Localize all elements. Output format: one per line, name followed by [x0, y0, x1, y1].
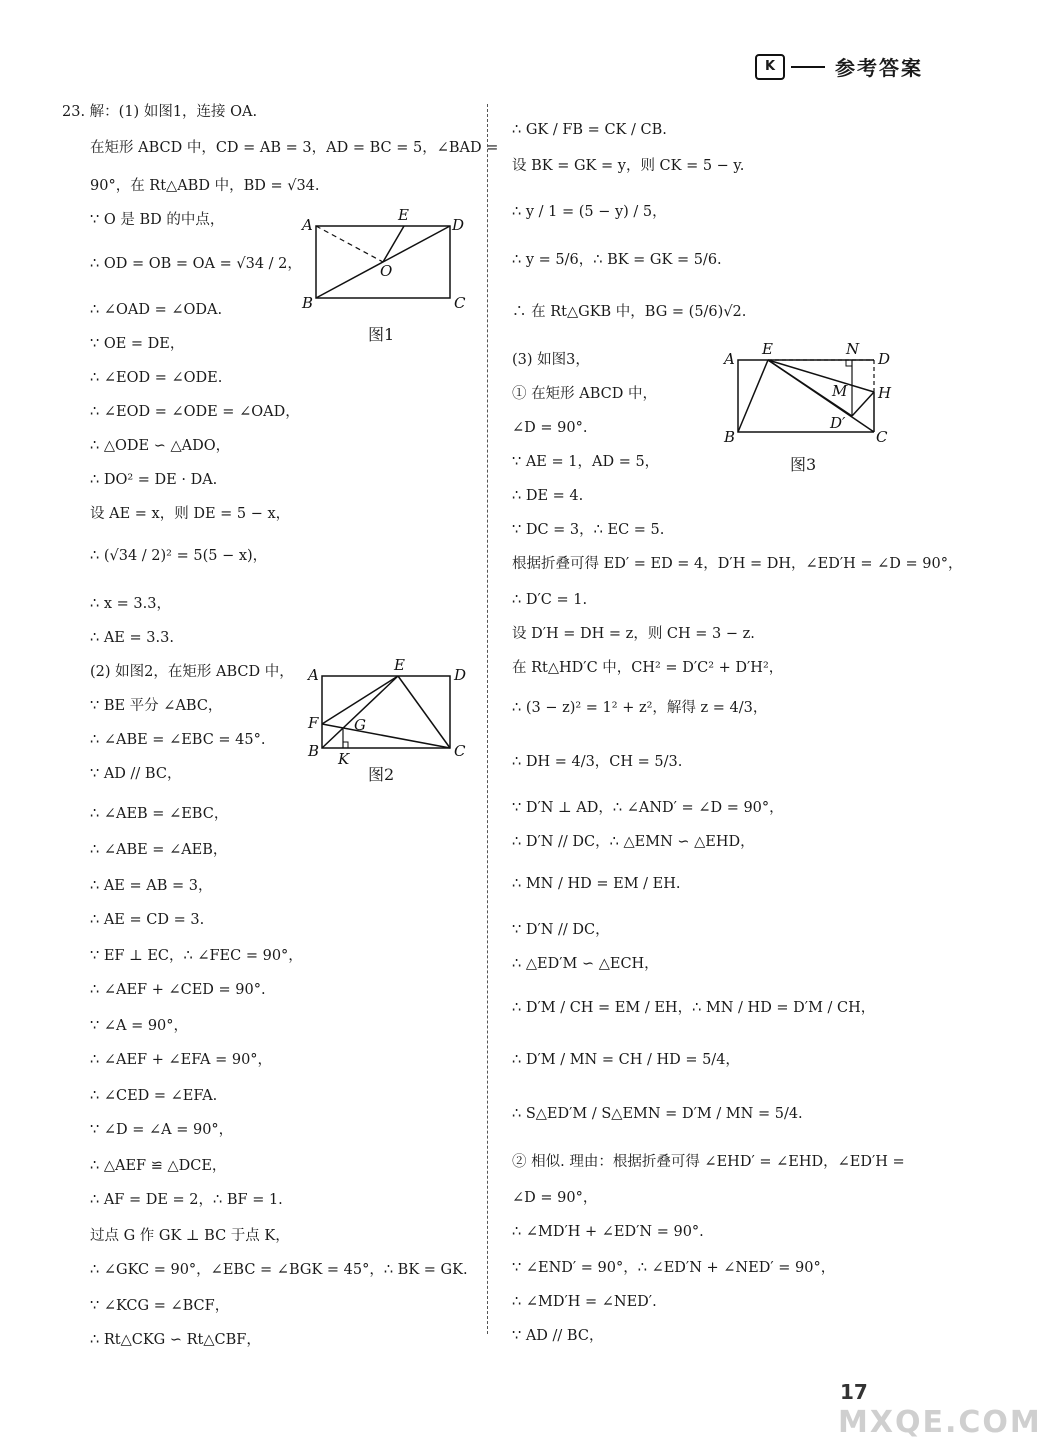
solution-line: ∵ AE = 1，AD = 5，	[512, 454, 660, 470]
fig3-label-e: E	[762, 340, 773, 358]
fig1-label-a: A	[302, 216, 313, 234]
fig3-label-c: C	[876, 428, 888, 446]
solution-line: ∴ ∠ABE = ∠EBC = 45°.	[90, 732, 266, 748]
solution-line: ∴ D′C = 1.	[512, 592, 588, 608]
fig2-label-f: F	[308, 714, 319, 732]
solution-line: ∴ AF = DE = 2，∴ BF = 1.	[90, 1192, 283, 1208]
fig2-label-c: C	[454, 742, 466, 760]
solution-line: ∴ ∠AEB = ∠EBC，	[90, 806, 229, 822]
solution-line: ∵ DC = 3，∴ EC = 5.	[512, 522, 665, 538]
solution-line: ∵ EF ⊥ EC，∴ ∠FEC = 90°，	[90, 948, 303, 964]
fig3-label-n: N	[846, 340, 860, 358]
figure-1	[300, 206, 470, 344]
solution-line: ① 在矩形 ABCD 中，	[512, 386, 657, 402]
solution-line: ∴ (√34 / 2)² = 5(5 − x)，	[90, 548, 268, 564]
solution-line: ∵ OE = DE，	[90, 336, 185, 352]
fig2-label-k: K	[338, 750, 350, 768]
solution-line: ∴ MN / HD = EM / EH.	[512, 876, 681, 892]
solution-line: ∴ ∠ABE = ∠AEB，	[90, 842, 228, 858]
solution-line: ∴ OD = OB = OA = √34 / 2，	[90, 256, 302, 272]
fig3-label-d: D	[878, 350, 891, 368]
fig1-label-d: D	[452, 216, 465, 234]
solution-line: ∵ ∠A = 90°，	[90, 1018, 189, 1034]
solution-line: ∴ ∠GKC = 90°，∠EBC = ∠BGK = 45°，∴ BK = GK.	[90, 1262, 468, 1278]
solution-line: ∴ ∠MD′H + ∠ED′N = 90°.	[512, 1224, 704, 1240]
solution-line: ∴ DO² = DE · DA.	[90, 472, 218, 488]
fig1-label-e: E	[398, 206, 409, 224]
solution-line: ∴ (3 − z)² = 1² + z²，解得 z = 4/3，	[512, 700, 768, 716]
fig2-label-g: G	[354, 716, 366, 734]
solution-line: ∴ S△ED′M / S△EMN = D′M / MN = 5/4.	[512, 1106, 803, 1122]
fig2-label-a: A	[308, 666, 319, 684]
solution-line: ∴ DH = 4/3，CH = 5/3.	[512, 754, 683, 770]
solution-line: ∴ △AEF ≌ △DCE，	[90, 1158, 227, 1174]
solution-line: 90°，在 Rt△ABD 中，BD = √34.	[90, 178, 320, 194]
solution-line: ∴ AE = 3.3.	[90, 630, 174, 646]
solution-line: ∵ D′N ⊥ AD，∴ ∠AND′ = ∠D = 90°，	[512, 800, 784, 816]
fig1-label-b: B	[302, 294, 314, 312]
figure-3-caption: 图3	[790, 455, 817, 474]
page-header	[755, 52, 923, 81]
solution-line: 设 BK = GK = y，则 CK = 5 − y.	[512, 158, 745, 174]
header-divider	[791, 66, 825, 68]
solution-line: 23. 解：(1) 如图1，连接 OA.	[62, 104, 258, 120]
fig3-label-dprime: D′	[830, 414, 846, 432]
solution-line: ∵ ∠D = ∠A = 90°，	[90, 1122, 234, 1138]
solution-line: ∴ ∠CED = ∠EFA.	[90, 1088, 218, 1104]
solution-line: 在矩形 ABCD 中，CD = AB = 3，AD = BC = 5，∠BAD =	[90, 140, 499, 156]
solution-line: ∴ D′N // DC，∴ △EMN ∽ △EHD，	[512, 834, 755, 850]
solution-line: ∴ AE = AB = 3，	[90, 878, 213, 894]
solution-line: (2) 如图2，在矩形 ABCD 中，	[90, 664, 294, 680]
solution-line: ∠D = 90°.	[512, 420, 588, 436]
fig3-label-a: A	[724, 350, 735, 368]
fig2-label-b: B	[308, 742, 320, 760]
solution-line: ∴ ∠EOD = ∠ODE = ∠OAD，	[90, 404, 300, 420]
solution-line: 设 AE = x，则 DE = 5 − x，	[90, 506, 291, 522]
fig1-label-c: C	[454, 294, 466, 312]
solution-line: 过点 G 作 GK ⊥ BC 于点 K，	[90, 1228, 290, 1244]
solution-line: ∴ Rt△CKG ∽ Rt△CBF，	[90, 1332, 261, 1348]
solution-line: ∠D = 90°，	[512, 1190, 598, 1206]
solution-line: ∴ △ED′M ∽ △ECH，	[512, 956, 659, 972]
page-number: 17	[840, 1380, 868, 1404]
solution-line: 在 Rt△HD′C 中，CH² = D′C² + D′H²，	[512, 660, 784, 676]
fig1-label-o: O	[380, 262, 393, 280]
solution-line: ∴ y = 5/6，∴ BK = GK = 5/6.	[512, 252, 722, 268]
solution-line: ∵ ∠KCG = ∠BCF，	[90, 1298, 230, 1314]
fig3-label-h: H	[878, 384, 892, 402]
figure-3	[722, 340, 902, 474]
solution-line: ∴ AE = CD = 3.	[90, 912, 205, 928]
solution-line: 设 D′H = DH = z，则 CH = 3 − z.	[512, 626, 755, 642]
fig3-label-m: M	[832, 382, 848, 400]
solution-line: ∴ GK / FB = CK / CB.	[512, 122, 667, 138]
solution-line: ∴ D′M / MN = CH / HD = 5/4，	[512, 1052, 740, 1068]
solution-line: ∴ D′M / CH = EM / EH，∴ MN / HD = D′M / CH，	[512, 1000, 876, 1016]
fig2-label-e: E	[394, 656, 405, 674]
book-logo-icon: K	[755, 54, 785, 80]
solution-line: ∵ AD // BC，	[512, 1328, 604, 1344]
solution-line: ∴ x = 3.3，	[90, 596, 171, 612]
column-divider	[487, 104, 488, 1334]
solution-line: ∵ O 是 BD 的中点，	[90, 212, 225, 228]
solution-line: ∴ △ODE ∽ △ADO，	[90, 438, 231, 454]
figure-2-caption: 图2	[368, 765, 395, 784]
solution-line: ∵ D′N // DC，	[512, 922, 610, 938]
header-title: 参考答案	[835, 56, 923, 80]
fig3-label-b: B	[724, 428, 736, 446]
solution-line: ② 相似. 理由：根据折叠可得 ∠EHD′ = ∠EHD，∠ED′H =	[512, 1154, 905, 1170]
solution-line: ∵ AD // BC，	[90, 766, 182, 782]
figure-1-caption: 图1	[368, 325, 395, 344]
solution-line: ∵ ∠END′ = 90°，∴ ∠ED′N + ∠NED′ = 90°，	[512, 1260, 836, 1276]
solution-line: ∵ BE 平分 ∠ABC，	[90, 698, 223, 714]
solution-line: (3) 如图3，	[512, 352, 590, 368]
solution-line: ∴ ∠MD′H = ∠NED′.	[512, 1294, 657, 1310]
watermark: MXQE.COM	[838, 1405, 1042, 1440]
solution-line: ∴ ∠EOD = ∠ODE.	[90, 370, 223, 386]
solution-line: ∴ ∠AEF + ∠CED = 90°.	[90, 982, 266, 998]
solution-line: ∴ ∠AEF + ∠EFA = 90°，	[90, 1052, 273, 1068]
solution-line: ∴ DE = 4.	[512, 488, 584, 504]
solution-line: ∴ y / 1 = (5 − y) / 5，	[512, 204, 667, 220]
fig2-label-d: D	[454, 666, 467, 684]
solution-line: ∴ ∠OAD = ∠ODA.	[90, 302, 223, 318]
solution-line: 根据折叠可得 ED′ = ED = 4，D′H = DH，∠ED′H = ∠D = 90°，	[512, 556, 963, 572]
solution-line: ∴ 在 Rt△GKB 中，BG = (5/6)√2.	[512, 304, 747, 320]
figure-2	[300, 656, 470, 784]
